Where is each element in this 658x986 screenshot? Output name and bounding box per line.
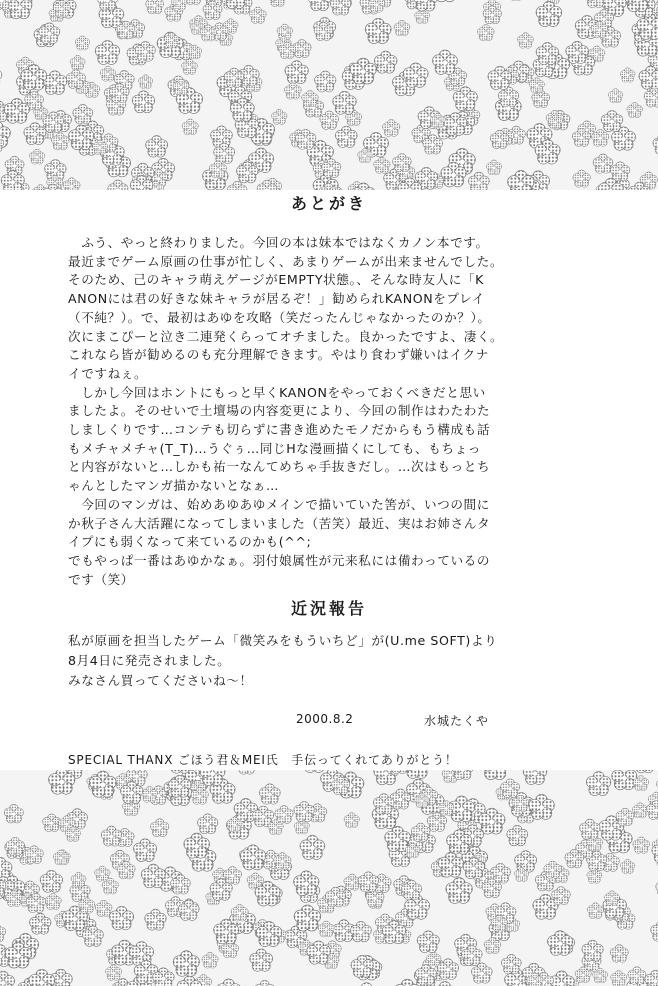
flower-pattern-bottom: [0, 770, 658, 986]
afterword-line: か秋子さん大活躍になってしまいました（苦笑）最近、実はお姉さんタ: [68, 515, 491, 531]
flower-motif: [308, 0, 330, 11]
flower-motif: [98, 0, 118, 10]
flower-pattern-top: [0, 0, 658, 190]
afterword-line: 次にまこぴーと泣き二連発くらってオチました。良かったですよ、凄く。: [68, 328, 504, 344]
afterword-title: あとがき: [290, 194, 367, 213]
afterword-line: ふう、やっと終わりました。今回の本は妹本ではなくカノン本です。: [68, 235, 489, 250]
afterword-line: そのため、己のキャラ萌えゲージがEMPTY状態。、そんな時友人に「K: [68, 272, 485, 288]
flower-motif: [200, 770, 225, 785]
afterword-line: イですねぇ。: [68, 365, 148, 381]
afterword-line: です（笑）: [68, 571, 134, 587]
flower-pattern-top-graphic: [0, 0, 658, 190]
news-title: 近況報告: [290, 599, 367, 618]
news-line: 8月4日に発売されました。: [68, 653, 231, 668]
signature-date: 2000.8.2: [296, 712, 354, 726]
afterword-line: しかし今回はホントにもっと早くKANONをやっておくべきだと思い: [68, 384, 486, 400]
flower-motif: [171, 0, 187, 10]
afterword-line: イプにも弱くなって来ているのかも(^^;: [68, 534, 312, 550]
afterword-line: ANONには君の好きな妹キャラが居るぞ！」勧められKANONをプレイ: [68, 291, 485, 307]
flower-motif: [612, 770, 637, 790]
flower-pattern-bottom-graphic: [0, 770, 658, 986]
afterword-line: これなら皆が勧めるのも充分理解できます。やはり食わず嫌いはイクナ: [68, 347, 489, 363]
afterword-line: ゃんとしたマンガ描かないとなぁ…: [68, 478, 280, 494]
flower-motif: [8, 0, 32, 19]
special-thanks: SPECIAL THANX ごほう君＆MEI氏 手伝ってくれてありがとう！: [68, 753, 458, 767]
afterword-line: ましたよ。そのせいで土壇場の内容変更により、今回の制作はわたわた: [68, 403, 491, 419]
afterword-line: 今回のマンガは、始めあゆあゆメインで描いていた筈が、いつの間に: [68, 496, 490, 512]
afterword-line: でもやっぱ一番はあゆかなぁ。羽付娘属性が元来私には備わっているの: [68, 552, 491, 568]
flower-motif: [369, 0, 385, 12]
flower-motif: [523, 770, 547, 785]
afterword-line: もメチャメチャ(T_T)…うぐぅ…同じHな漫画描くにしても、もちょっ: [68, 440, 481, 456]
flower-motif: [330, 0, 351, 15]
afterword-line: （不純？）。で、最初はあゆを攻略（笑だったんじゃなかったのか？）。: [68, 309, 491, 325]
flower-motif: [49, 770, 75, 794]
news-line: 私が原画を担当したゲーム「微笑みをもういちど」が(U.me SOFT)より: [68, 633, 498, 648]
afterword-line: しましくりです…コンテも切らずに書き進めたモノだからもう構成も話: [68, 422, 491, 437]
news-line: みなさん買ってくださいね～！: [68, 673, 253, 688]
signature-author: 水城たくや: [424, 714, 490, 728]
afterword-line: と内容がないと…しかも祐一なんてめちゃ手抜きだし。…次はもっとち: [68, 459, 491, 475]
flower-motif: [146, 0, 164, 14]
afterword-line: 最近までゲーム原画の仕事が忙しく、あまりゲームが出来ませんでした。: [68, 253, 504, 269]
